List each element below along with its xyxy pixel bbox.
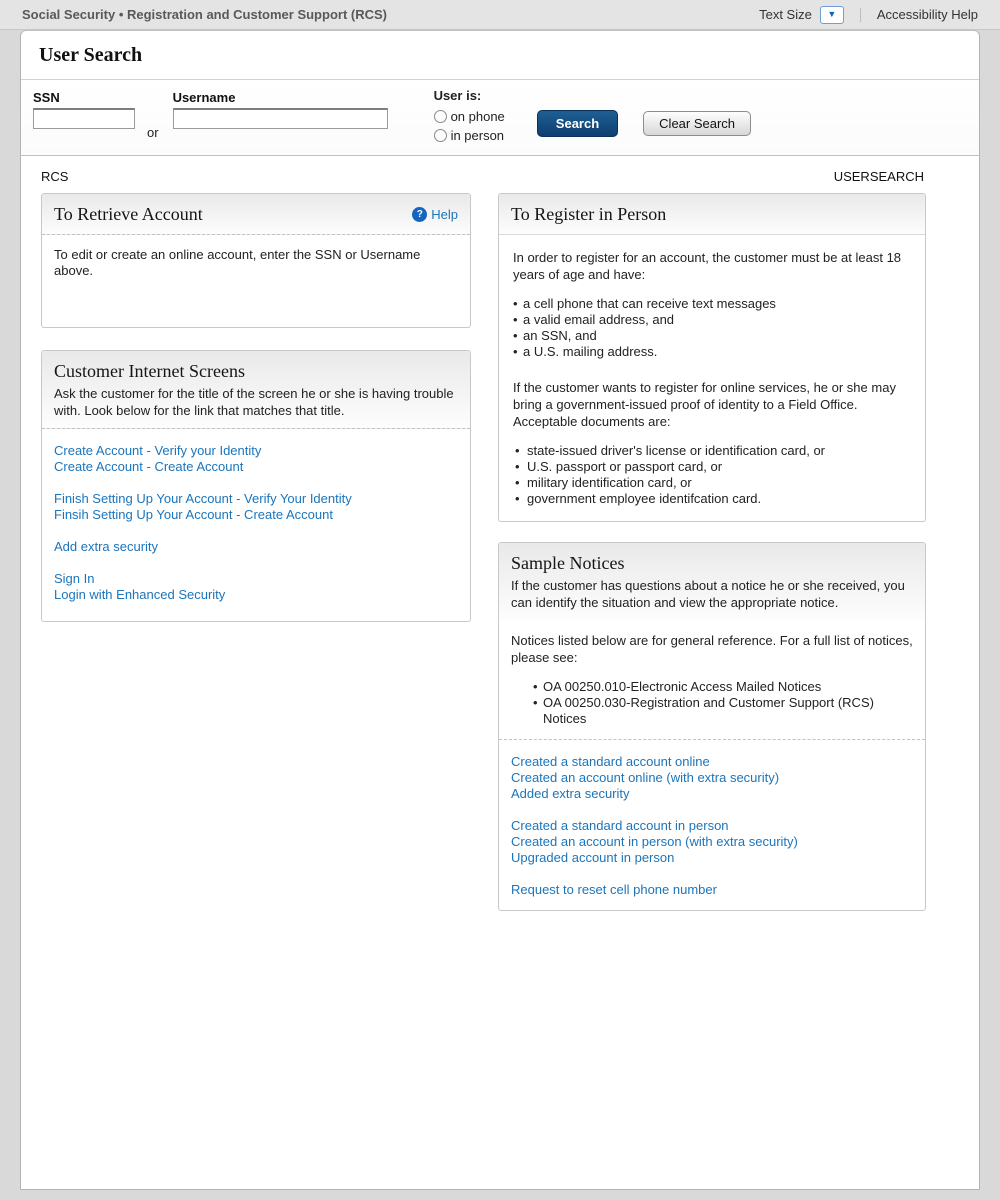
list-item: • military identification card, or (513, 475, 911, 491)
help-link-label: Help (431, 207, 458, 222)
username-input[interactable] (173, 108, 388, 129)
list-item: • government employee identifcation card. (513, 491, 911, 507)
rcs-label: RCS (41, 169, 69, 184)
register-intro: In order to register for an account, the customer must be at least 18 years of age and have: (513, 250, 902, 282)
ssn-field-group (33, 88, 135, 129)
list-item: • state-issued driver's license or identification card, or (513, 443, 911, 459)
content-area (21, 156, 979, 911)
radio-on-phone[interactable] (434, 110, 447, 123)
content-label-row (41, 169, 959, 184)
to-register-in-person-title: To Register in Person (511, 204, 667, 224)
link-create-account-create-account[interactable]: Create Account - Create Account (54, 459, 244, 474)
list-item: • OA 00250.010-Electronic Access Mailed Notices (533, 679, 913, 695)
link-group (54, 571, 458, 603)
link-sign-in[interactable]: Sign In (54, 571, 95, 586)
sample-notices-links (511, 740, 913, 898)
sample-notices-body (499, 620, 925, 910)
sample-notices-title: Sample Notices (511, 553, 625, 573)
link-created-standard-account-in-person[interactable]: Created a standard account in person (511, 818, 729, 833)
link-create-account-verify-identity[interactable]: Create Account - Verify your Identity (54, 443, 262, 458)
register-requirements-list (513, 296, 911, 360)
customer-internet-screens-links (42, 429, 470, 621)
customer-internet-screens-subtitle: Ask the customer for the title of the screen he or she is having trouble with. Look below for the link that matches that title. (54, 386, 454, 418)
register-documents-list (513, 443, 911, 507)
to-register-in-person-box (498, 193, 926, 522)
top-bar-right (759, 6, 978, 24)
content-columns (41, 193, 959, 911)
link-group (511, 818, 913, 866)
user-is-group (434, 88, 505, 143)
notices-reference-list (533, 679, 913, 727)
list-item: • a valid email address, and (513, 312, 911, 328)
to-retrieve-account-header (42, 194, 470, 235)
list-item: • an SSN, and (513, 328, 911, 344)
app-title: Social Security • Registration and Customer Support (RCS) (22, 7, 387, 22)
or-label: or (147, 125, 159, 140)
link-group (511, 754, 913, 802)
notices-reference-text: Notices listed below are for general reference. For a full list of notices, please see: (511, 633, 913, 665)
radio-row-on-phone (434, 109, 505, 124)
link-finish-setup-create-account[interactable]: Finsih Setting Up Your Account - Create Account (54, 507, 333, 522)
link-login-enhanced-security[interactable]: Login with Enhanced Security (54, 587, 226, 602)
sample-notices-subtitle: If the customer has questions about a notice he or she received, you can identify the situation and view the appropriate notice. (511, 578, 905, 610)
link-created-standard-account-online[interactable]: Created a standard account online (511, 754, 710, 769)
accessibility-help-link[interactable]: Accessibility Help (876, 7, 978, 22)
list-item: • OA 00250.030-Registration and Customer Support (RCS) Notices (533, 695, 913, 727)
link-request-reset-cell-phone[interactable]: Request to reset cell phone number (511, 882, 717, 897)
help-link[interactable] (412, 207, 458, 222)
list-item: • a cell phone that can receive text messages (513, 296, 911, 312)
link-finish-setup-verify-identity[interactable]: Finish Setting Up Your Account - Verify Your Identity (54, 491, 352, 506)
customer-internet-screens-title: Customer Internet Screens (54, 361, 245, 381)
link-add-extra-security[interactable]: Add extra security (54, 539, 159, 554)
divider (860, 8, 861, 22)
list-item: • a U.S. mailing address. (513, 344, 911, 360)
top-bar (0, 0, 1000, 30)
sample-notices-box (498, 542, 926, 911)
link-group (511, 882, 913, 898)
text-size-dropdown[interactable] (820, 6, 844, 24)
link-added-extra-security[interactable]: Added extra security (511, 786, 630, 801)
main-panel (20, 30, 980, 1190)
username-field-group (173, 88, 388, 129)
link-group (54, 491, 458, 523)
radio-in-person-label: in person (450, 128, 505, 143)
user-is-label: User is: (433, 88, 482, 103)
left-column (41, 193, 471, 622)
to-register-in-person-body (499, 235, 925, 521)
right-column (498, 193, 926, 911)
to-retrieve-account-body: To edit or create an online account, enter the SSN or Username above. (54, 247, 421, 278)
radio-row-in-person (434, 128, 505, 143)
ssn-input[interactable] (33, 108, 135, 129)
page-title-bar (21, 31, 979, 80)
page-title: User Search (39, 44, 143, 66)
sample-notices-header (499, 543, 925, 620)
ssn-label: SSN (33, 90, 60, 105)
text-size-label: Text Size (759, 7, 812, 22)
customer-internet-screens-header (42, 351, 470, 429)
register-field-office-text: If the customer wants to register for online services, he or she may bring a government-issued proof of identity to a Field Office. Acceptable documents are: (513, 380, 896, 429)
to-retrieve-account-box (41, 193, 471, 328)
chevron-down-icon: ▼ (827, 9, 837, 19)
username-label: Username (172, 90, 236, 105)
help-icon: ? (412, 207, 427, 222)
user-search-form (21, 80, 979, 156)
link-group (54, 539, 458, 555)
to-retrieve-account-title: To Retrieve Account (54, 204, 203, 224)
list-item: • U.S. passport or passport card, or (513, 459, 911, 475)
link-upgraded-account-in-person[interactable]: Upgraded account in person (511, 850, 675, 865)
customer-internet-screens-box (41, 350, 471, 622)
link-created-account-online-extra-security[interactable]: Created an account online (with extra security) (511, 770, 780, 785)
to-register-in-person-header (499, 194, 925, 235)
search-button[interactable]: Search (537, 110, 618, 137)
link-created-account-in-person-extra-security[interactable]: Created an account in person (with extra security) (511, 834, 798, 849)
radio-in-person[interactable] (434, 129, 447, 142)
clear-search-button[interactable]: Clear Search (643, 111, 751, 136)
radio-on-phone-label: on phone (450, 109, 505, 124)
usersearch-label: USERSEARCH (833, 169, 924, 184)
link-group (54, 443, 458, 475)
